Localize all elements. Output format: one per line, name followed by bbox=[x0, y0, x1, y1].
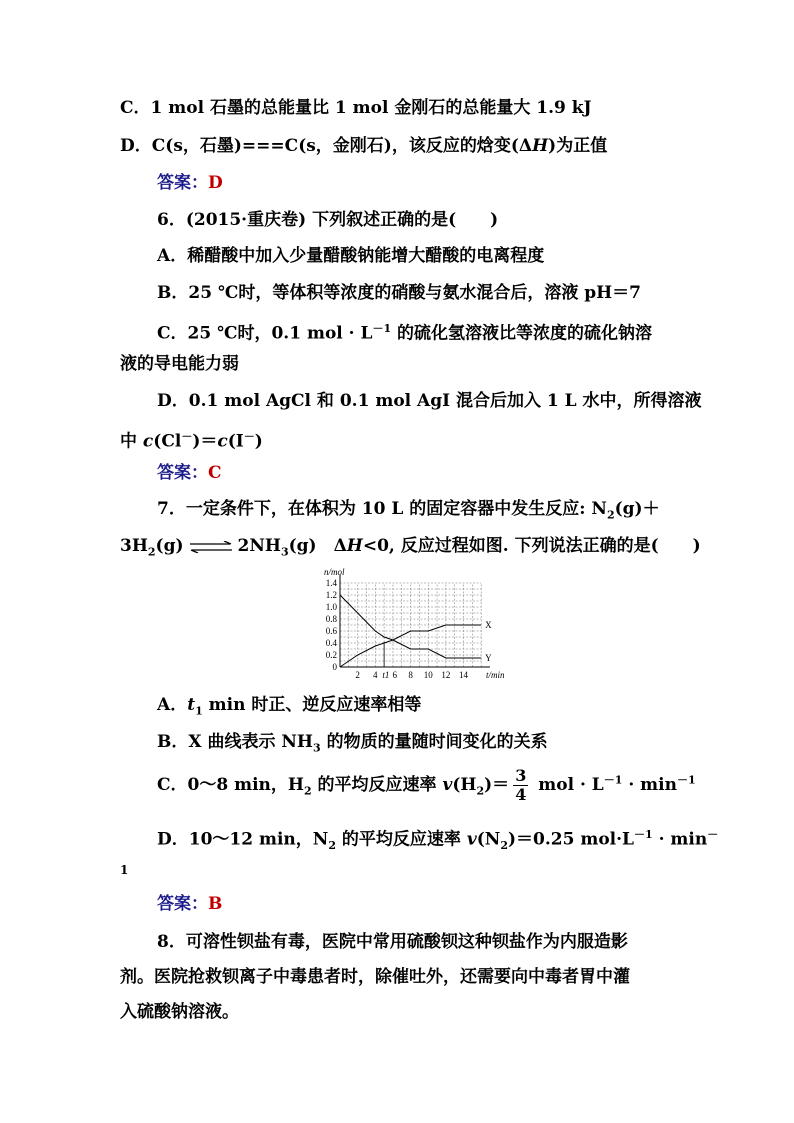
x-tick-label: 4 bbox=[373, 670, 378, 680]
q6-option-c-cont: 液的导电能力弱 bbox=[120, 354, 239, 374]
y-tick-label: 0.4 bbox=[325, 638, 337, 648]
answer-5: 答案：D bbox=[157, 173, 223, 193]
question-8-line-1: 8．可溶性钡盐有毒，医院中常用硫酸钡这种钡盐作为内服造影 bbox=[157, 932, 628, 952]
question-6: 6．(2015·重庆卷) 下列叙述正确的是( ) bbox=[157, 210, 499, 230]
x-tick-label: 8 bbox=[408, 670, 413, 680]
q6-option-b: B．25 ℃时，等体积等浓度的硝酸与氨水混合后，溶液 pH＝7 bbox=[157, 283, 642, 303]
y-tick-label: 0.8 bbox=[325, 614, 337, 624]
q7-option-b: B．X 曲线表示 $NH_3$ 的物质的量随时间变化的关系 bbox=[157, 732, 548, 755]
equilibrium-arrow-icon bbox=[188, 541, 234, 553]
option-c-prev: C．1 mol 石墨的总能量比 1 mol 金刚石的总能量大 1.9 kJ bbox=[120, 98, 592, 118]
q6-option-d: D．0.1 mol AgCl 和 0.1 mol AgI 混合后加入 1 L 水中，所得溶液 bbox=[157, 391, 702, 411]
y-tick-label: 1.0 bbox=[325, 602, 337, 612]
answer-6: 答案：C bbox=[157, 463, 222, 483]
series-label-x: X bbox=[485, 620, 492, 630]
y-tick-label: 1.4 bbox=[325, 578, 337, 588]
q7-option-c: C．0～8 min，$H_2$ 的平均反应速率 $v(H_2)=$ $\frac{3}{4}$ mol · $L^{-1} \cdot \min^{-1}$ bbox=[157, 766, 696, 804]
question-8-line-2: 剂。医院抢救钡离子中毒患者时，除催吐外，还需要向中毒者胃中灌 bbox=[120, 967, 630, 987]
question-7-equation: $3H_2(g)$ $2NH_3(g)$ ΔH<0, 反应过程如图. 下列说法正确的是( ) bbox=[120, 536, 701, 559]
nmol-time-chart bbox=[316, 565, 516, 685]
y-axis-label: n/mol bbox=[324, 567, 345, 577]
question-7: 7．一定条件下，在体积为 10 L 的固定容器中发生反应: $N_2(g)+$ bbox=[157, 499, 660, 522]
x-axis-label: t/min bbox=[486, 670, 505, 680]
x-tick-label: 6 bbox=[392, 670, 397, 680]
option-d-prev: D．C(s，石墨)===C(s，金刚石)，该反应的焓变(ΔH)为正值 bbox=[120, 136, 608, 156]
q6-option-c: C．25 ℃时，0.1 mol · $L^{-1}$ 的硫化氢溶液比等浓度的硫化钠溶 bbox=[157, 322, 653, 344]
x-tick-label: 2 bbox=[355, 670, 360, 680]
question-8-line-3: 入硫酸钠溶液。 bbox=[120, 1002, 239, 1022]
fraction: $\frac{3}{4}$ bbox=[515, 766, 527, 804]
x-tick-label: 10 bbox=[423, 670, 433, 680]
y-tick-label: 0.6 bbox=[325, 626, 337, 636]
q6-option-d-cont: 中 c(Cl－)＝c(I－) bbox=[120, 430, 263, 452]
q7-option-d: D．10～12 min，$N_2$ 的平均反应速率 $v(N_2)=0.25$ $mol\cdot L^{-1} \cdot \min^-$ bbox=[157, 828, 719, 853]
x-tick-label: 12 bbox=[441, 670, 451, 680]
q7-option-a: A．$t_1$ min 时正、逆反应速率相等 bbox=[157, 695, 422, 718]
y-tick-label: 1.2 bbox=[325, 590, 337, 600]
x-tick-label: 14 bbox=[459, 670, 469, 680]
series-label-y: Y bbox=[485, 653, 492, 663]
q6-option-a: A．稀醋酸中加入少量醋酸钠能增大醋酸的电离程度 bbox=[157, 246, 545, 266]
y-tick-label: 0 bbox=[332, 662, 337, 672]
answer-7: 答案：B bbox=[157, 894, 223, 914]
x-tick-label: t1 bbox=[382, 670, 390, 680]
y-tick-label: 0.2 bbox=[325, 650, 337, 660]
q7-option-d-wrap: 1 bbox=[120, 863, 129, 877]
